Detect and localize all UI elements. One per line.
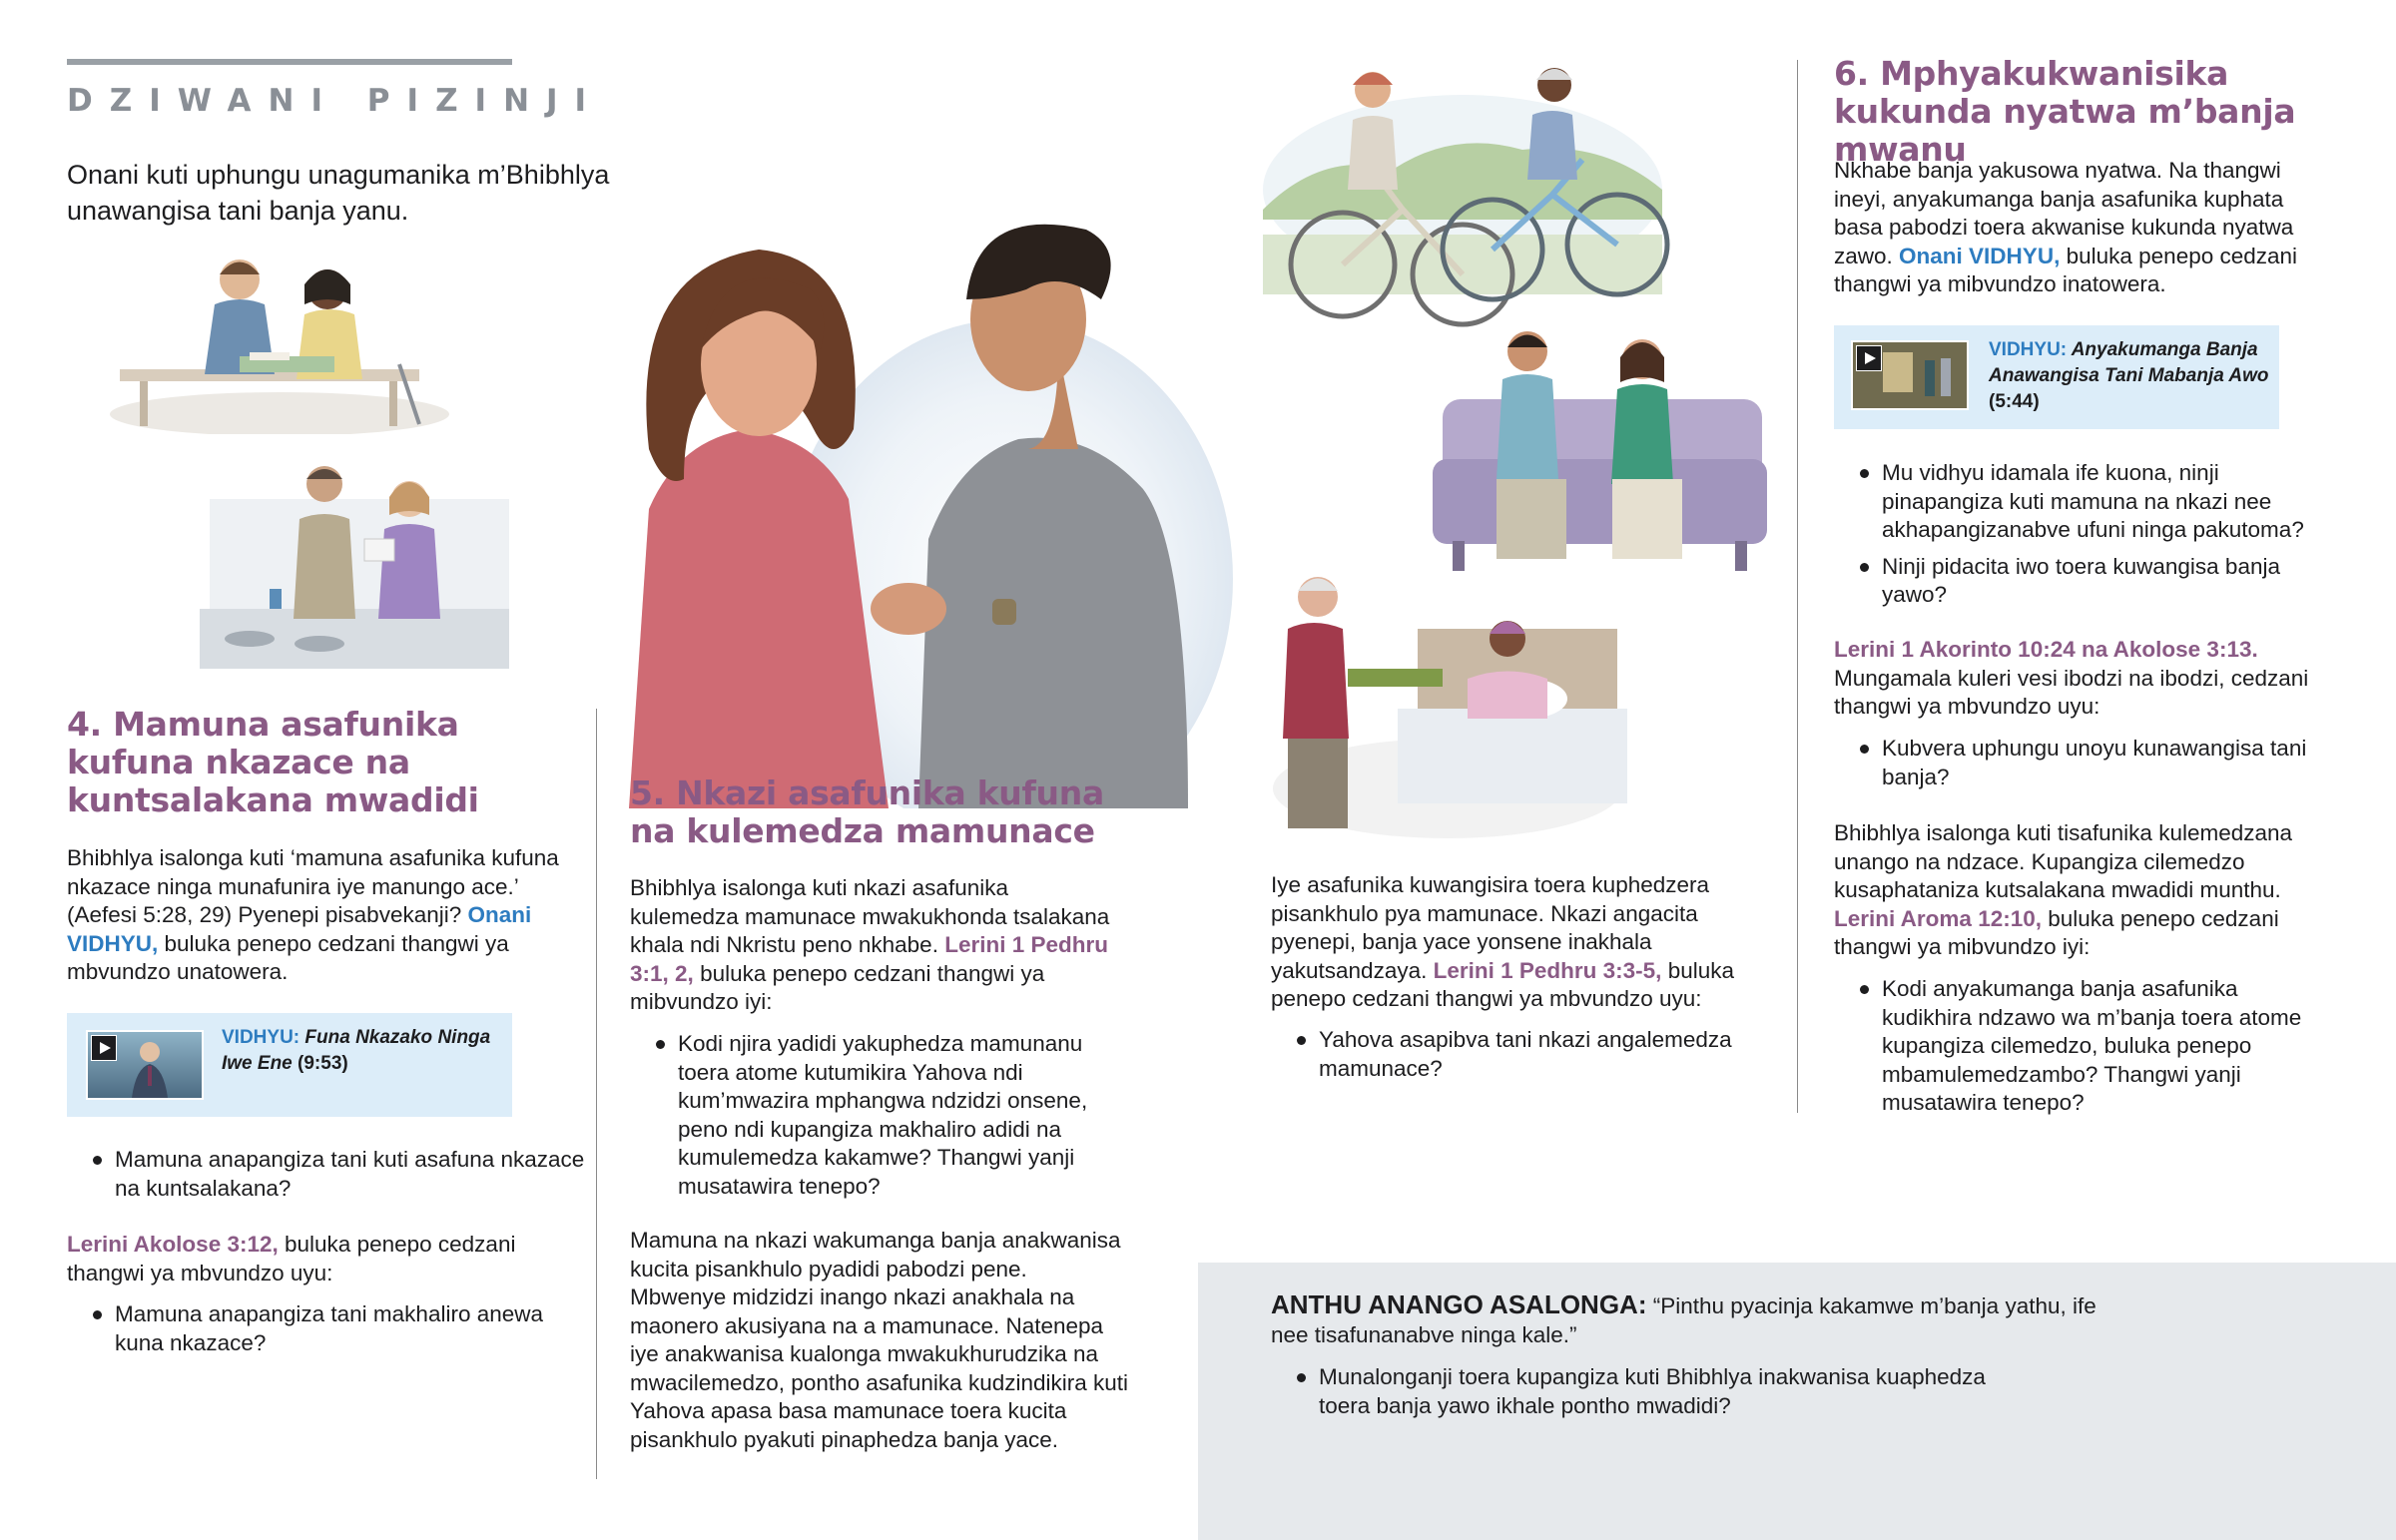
section4-video-link[interactable]: Onani VIDHYU,	[67, 902, 532, 956]
others-say-label: ANTHU ANANGO ASALONGA:	[1271, 1289, 1647, 1319]
middle-scripture-link[interactable]: Lerini 1 Pedhru 3:3-5,	[1433, 957, 1662, 983]
couple-illustration	[589, 190, 1248, 808]
section4-para1-end: buluka penepo cedzani thangwi ya mbvundzo unatowera.	[67, 930, 509, 984]
list-item: Kubvera uphungu unoyu kunawangisa tani banja?	[1834, 735, 2313, 791]
section4-video-label: VIDHYU:	[222, 1027, 300, 1048]
section6-para1	[1834, 157, 2333, 299]
list-item: Yahova asapibva tani nkazi angalemedza mamunace?	[1271, 1026, 1750, 1083]
section5-ref1-text: buluka penepo cedzani thangwi ya mibvundzo iyi:	[630, 960, 1045, 1014]
play-icon[interactable]	[1856, 345, 1882, 371]
bicycle-illustration	[1253, 60, 1672, 334]
play-icon[interactable]	[91, 1035, 117, 1061]
section6-para1-text: Nkhabe banja yakusowa nyatwa. Na thangwi ineyi, anyakumanga banja asafunika kuphata basa pabodzi toera akwanise kukunda nyatwa zawo.	[1834, 158, 2294, 268]
list-item: Kodi njira yadidi yakuphedza mamunanu toera atome kutumikira Yahova ndi kum’mwazira mphangwa ndzidzi onsene, peno ndi kupangiza makhaliro adidi na kumulemedza kakamwe? Thangwi yanji musatawira tenepo?	[630, 1030, 1109, 1201]
middle-para1-text: Iye asafunika kuwangisira toera kuphedzera pisankhulo pya mamunace. Nkazi angacita pyenepi, banja yace yonsene inakhala yakutsandzaya.	[1271, 872, 1710, 983]
section6-para3-text: Bhibhlya isalonga kuti tisafunika kulemedzana unango na ndzace. Kupangiza cilemedzo kusaphataniza kutsalakana mwadidi munthu.	[1834, 820, 2293, 902]
section6-bullets-3	[1834, 975, 2333, 1126]
section4-ref2	[67, 1231, 566, 1287]
bedside-illustration	[1268, 529, 1627, 848]
section6-title: 6. Mphyakukwanisika kukunda nyatwa m’banja mwanu	[1834, 54, 2296, 169]
section4-title: 4. Mamuna asafunika kufuna nkazace na kuntsalakana mwadidi	[67, 705, 479, 819]
section4-video-duration: (9:53)	[298, 1053, 348, 1074]
section4-para1-text: Bhibhlya isalonga kuti ‘mamuna asafunika kufuna nkazace ninga munafunira iye manungo ace.’ (Aefesi 5:28, 29) Pyenepi pisabvekanji?	[67, 845, 559, 927]
section6-ref2	[1834, 636, 2333, 722]
section5-title: 5. Nkazi asafunika kufuna na kulemedza mamunace	[630, 773, 1104, 850]
section4-para1	[67, 844, 566, 987]
section6-para3	[1834, 819, 2343, 962]
section6-video-text	[1989, 337, 2273, 415]
list-item: Mu vidhyu idamala ife kuona, ninji pinapangiza kuti mamuna na nkazi nee akhapangizanabve ufuni ninga pakutoma?	[1834, 459, 2313, 545]
section6-video-box[interactable]	[1834, 325, 2279, 429]
section6-video-duration: (5:44)	[1989, 391, 2040, 412]
list-item: Mamuna anapangiza tani kuti asafuna nkazace na kuntsalakana?	[67, 1146, 586, 1203]
column-divider-1	[596, 709, 597, 1479]
study-illustration	[100, 245, 459, 434]
section5-para2: Mamuna na nkazi wakumanga banja anakwanisa kucita pisankhulo pyadidi pabodzi pene. Mbwenye midzidzi inango nkazi anakhala na maonero akusiyana na a mamunace. Natenepa iye anakwanisa kualonga mwakukhurudzika na mwacilemedzo, pontho asafunika kudzindikira kuti Yahova apasa basa mamunace toera kucita pisankhulo pyakuti pinaphedza banja yace.	[630, 1228, 1129, 1452]
section6-scripture-link-2[interactable]: Lerini Aroma 12:10,	[1834, 905, 2042, 931]
kicker-title: DZIWANI PIZINJI	[67, 83, 604, 119]
section6-video-title: Anyakumanga Banja Anawangisa Tani Mabanja Awo	[1989, 339, 2269, 386]
others-say-bullets	[1271, 1363, 2030, 1428]
section4-video-title: Funa Nkazako Ninga Iwe Ene	[222, 1027, 491, 1074]
kitchen-illustration	[190, 439, 519, 679]
section4-bullets-2	[67, 1300, 586, 1365]
section6-video-link[interactable]: Onani VIDHYU,	[1899, 243, 2061, 268]
section4-bullets-1	[67, 1146, 586, 1211]
section4-video-text	[222, 1025, 501, 1077]
section5-bullets	[630, 1030, 1109, 1209]
section5-para1	[630, 874, 1119, 1017]
section6-para1-end: buluka penepo cedzani thangwi ya mibvundzo inatowera.	[1834, 243, 2298, 296]
section6-scripture-link-1[interactable]: Lerini 1 Akorinto 10:24 na Akolose 3:13.	[1834, 637, 2258, 662]
middle-bullets	[1271, 1026, 1750, 1091]
section6-video-thumbnail[interactable]	[1851, 340, 1969, 410]
section4-video-thumbnail[interactable]	[86, 1030, 204, 1100]
section6-video-label: VIDHYU:	[1989, 339, 2068, 360]
section5-scripture-link[interactable]: Lerini 1 Pedhru 3:1, 2,	[630, 932, 1109, 986]
section4-scripture-link[interactable]: Lerini Akolose 3:12,	[67, 1232, 279, 1257]
others-say-text	[1271, 1290, 2129, 1349]
intro-text: Onani kuti uphungu unagumanika m’Bhibhlya unawangisa tani banja yanu.	[67, 160, 610, 226]
section6-bullets-1	[1834, 459, 2313, 618]
section4-video-box[interactable]	[67, 1013, 512, 1117]
others-say-box	[1198, 1263, 2396, 1540]
middle-para1	[1271, 871, 1780, 1014]
column-divider-2	[1797, 60, 1798, 1113]
list-item: Mamuna anapangiza tani makhaliro anewa kuna nkazace?	[67, 1300, 586, 1357]
middle-ref1-text: buluka penepo cedzani thangwi ya mbvundzo uyu:	[1271, 957, 1735, 1011]
section6-ref3-text: buluka penepo cedzani thangwi ya mibvundzo iyi:	[1834, 905, 2279, 959]
section4-ref2-text: buluka penepo cedzani thangwi ya mbvundzo uyu:	[67, 1232, 516, 1285]
list-item: Ninji pidacita iwo toera kuwangisa banja yawo?	[1834, 553, 2313, 610]
section5-para1-text: Bhibhlya isalonga kuti nkazi asafunika kulemedza mamunace mwakukhonda tsalakana khala ndi Nkristu peno nkhabe.	[630, 875, 1110, 957]
kicker-rule	[67, 59, 512, 65]
section6-bullets-2	[1834, 735, 2313, 799]
others-say-quote: “Pinthu pyacinja kakamwe m’banja yathu, ife nee tisafunanabve ninga kale.”	[1271, 1293, 2096, 1347]
section6-ref2-text: Mungamala kuleri vesi ibodzi na ibodzi, cedzani thangwi ya mbvundzo uyu:	[1834, 665, 2309, 719]
list-item: Munalonganji toera kupangiza kuti Bhibhlya inakwanisa kuaphedza toera banja yawo ikhale pontho mwadidi?	[1271, 1363, 2030, 1420]
list-item: Kodi anyakumanga banja asafunika kudikhira ndzawo wa m’banja toera atome kupangiza cilemedzo, buluka penepo mbamulemedzambo? Thangwi yanji musatawira tenepo?	[1834, 975, 2333, 1118]
